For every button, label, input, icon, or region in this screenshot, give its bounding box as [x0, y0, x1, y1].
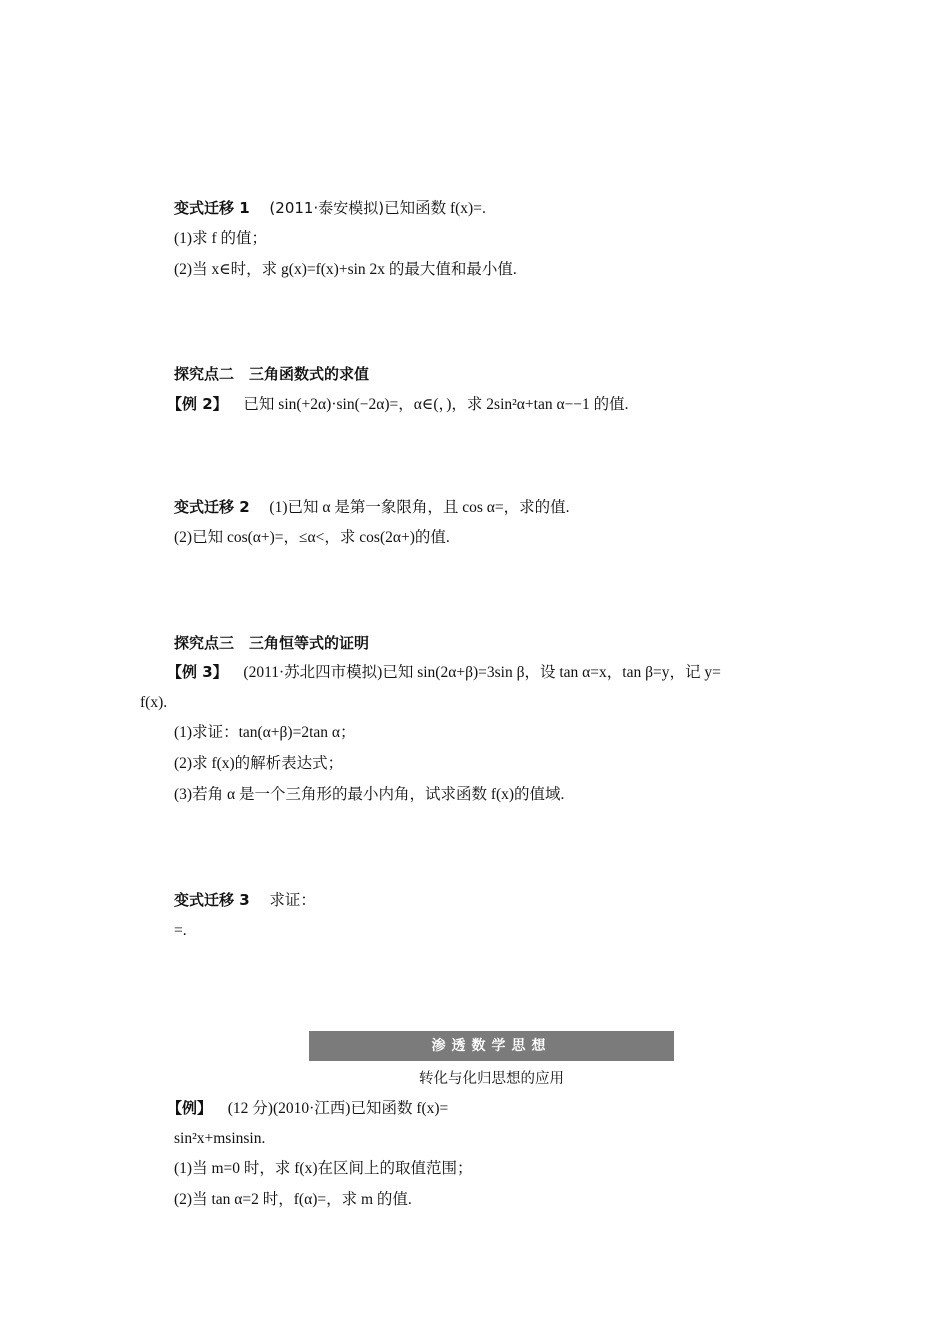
variant1-line — [174, 198, 486, 219]
variant2-q2: (2)已知 cos(α+)=，≤α<，求 cos(2α+)的值. — [174, 529, 450, 546]
variant2-q1: (1)已知 α 是第一象限角，且 cos α=，求的值. — [269, 499, 570, 516]
variant1-fx: f(x)=. — [449, 200, 486, 217]
section-title: 转化与化归思想的应用 — [419, 1071, 564, 1087]
example3-q1: (1)求证：tan(α+β)=2tan α； — [174, 724, 356, 741]
final-example-tag: 【例】 — [167, 1099, 213, 1117]
variant3-eq: =. — [174, 922, 187, 939]
example2-line — [167, 394, 629, 415]
example3-tag: 【例 3】 — [167, 663, 228, 681]
final-example-q2: (2)当 tan α=2 时，f(α)=，求 m 的值. — [174, 1191, 412, 1208]
variant1-label: 变式迁移 1 — [174, 199, 250, 217]
final-example-expr: sin²x+msinsin. — [174, 1130, 266, 1147]
example2-tag: 【例 2】 — [167, 395, 228, 413]
variant3-text: 求证： — [269, 892, 316, 909]
final-example-line — [167, 1098, 448, 1119]
explore3-heading: 探究点三 三角恒等式的证明 — [174, 634, 370, 652]
variant2-label: 变式迁移 2 — [174, 498, 250, 516]
variant1-stem: 已知函数 — [384, 200, 447, 217]
example2-text: 已知 sin(+2α)·sin(−2α)=，α∈(，)，求 2sin²α+tan α−−1 的值. — [243, 396, 629, 413]
final-example-text: (12 分)(2010·江西)已知函数 f(x)= — [227, 1100, 449, 1117]
variant3-label: 变式迁移 3 — [174, 891, 250, 909]
variant2-line — [174, 497, 570, 518]
explore2-heading: 探究点二 三角函数式的求值 — [174, 365, 370, 383]
example3-q3: (3)若角 α 是一个三角形的最小内角，试求函数 f(x)的值域. — [174, 786, 565, 803]
example3-text: (2011·苏北四市模拟)已知 sin(2α+β)=3sin β，设 tan α=x，tan β=y，记 y= — [243, 664, 721, 681]
section-banner: 渗透数学思想 — [309, 1031, 674, 1061]
variant1-q2: (2)当 x∈时，求 g(x)=f(x)+sin 2x 的最大值和最小值. — [174, 261, 517, 278]
variant3-line — [174, 890, 316, 911]
variant1-source: (2011·泰安模拟) — [269, 199, 385, 217]
example3-line — [167, 662, 721, 683]
variant1-q1: (1)求 f 的值； — [174, 230, 267, 247]
example3-cont: f(x). — [140, 694, 168, 711]
final-example-q1: (1)当 m=0 时，求 f(x)在区间上的取值范围； — [174, 1160, 473, 1177]
example3-q2: (2)求 f(x)的解析表达式； — [174, 755, 344, 772]
